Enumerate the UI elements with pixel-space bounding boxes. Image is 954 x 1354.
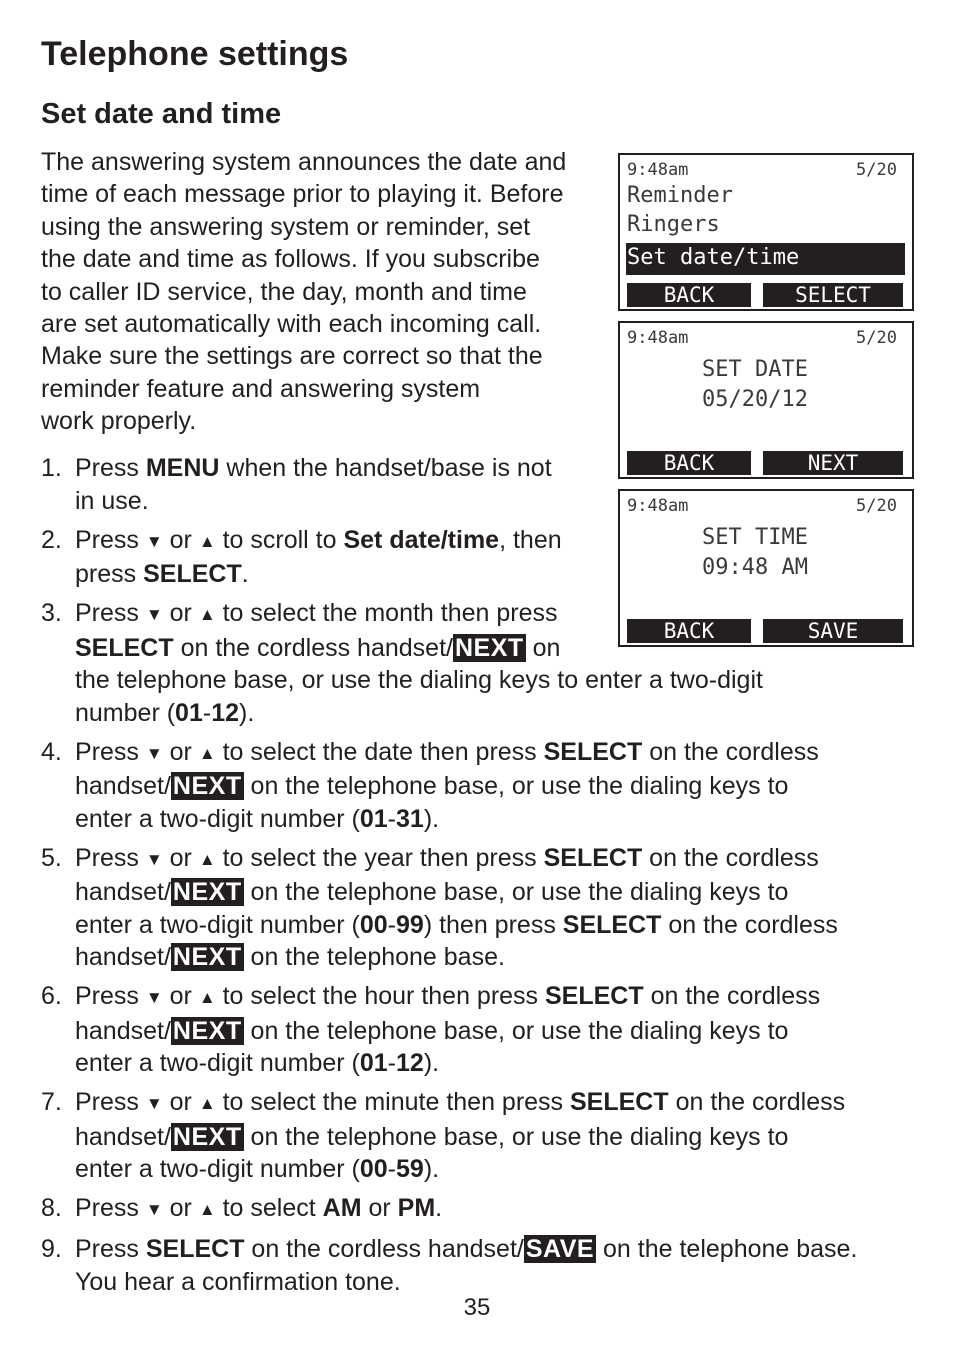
status-bar [627,328,897,348]
step-line [75,558,921,591]
step-text: on the telephone base, or use the dialing keys to [243,1016,789,1045]
bold-term: SELECT [562,910,662,939]
down-arrow-icon: ▼ [145,1200,163,1219]
down-arrow-icon: ▼ [145,605,163,624]
bold-term: 00 [359,1155,388,1183]
status-date: 5/20 [856,160,897,180]
step-text: . [435,1194,443,1222]
step-line [75,485,921,518]
step-text: Press [75,737,146,766]
up-arrow-icon: ▲ [198,605,216,624]
bold-term: 31 [396,804,424,833]
step-number: 4. [41,737,62,766]
step-text: on the telephone base, or use the dialing keys to [243,1122,789,1151]
bold-term: SELECT [570,1088,669,1116]
step-line [75,1192,921,1227]
bold-term: SELECT [543,843,643,872]
steps-list [41,452,921,1305]
step-item [41,1233,921,1298]
step-line [75,1086,921,1121]
softkey-select: SELECT [763,283,903,307]
step-text: in use. [75,486,149,515]
step-item [41,980,921,1080]
step-line [75,941,921,974]
bold-term: SELECT [75,633,174,662]
intro-line: time of each message prior to playing it. Before [41,180,564,209]
step-text: enter a two-digit number ( [75,1155,360,1183]
bold-term: SELECT [145,1235,245,1263]
step-text: handset/ [75,878,171,906]
screen-line: Ringers [627,212,720,237]
step-text: or [361,1194,398,1222]
up-arrow-icon: ▲ [198,988,216,1007]
step-number: 9. [41,1235,62,1263]
step-text: Press [75,982,146,1010]
softkey-label: NEXT [172,1016,242,1045]
down-arrow-icon: ▼ [145,743,163,763]
step-line [75,1233,921,1266]
bold-term: 01 [175,698,203,727]
step-text: on the cordless handset/ [173,633,453,662]
status-date: 5/20 [856,328,897,348]
step-text: on the cordless [642,737,819,766]
intro-line: to caller ID service, the day, month and time [41,277,527,306]
step-line [75,597,921,632]
step-item [41,524,921,591]
step-text: or [162,599,199,627]
step-text: to select the year then press [215,843,544,872]
step-text: or [162,525,199,554]
screen-line: 09:48 AM [702,555,808,580]
step-text: enter a two-digit number ( [75,1049,360,1077]
down-arrow-icon: ▼ [145,531,163,551]
step-line [75,909,921,942]
step-line [75,736,921,771]
softkey-label: NEXT [172,943,242,971]
up-arrow-icon: ▲ [198,849,216,869]
step-item [41,597,921,729]
step-line [75,1121,921,1154]
step-line [75,1047,921,1080]
step-text: - [387,1049,396,1077]
softkey-next: NEXT [763,451,903,475]
status-time: 9:48am [627,496,689,516]
step-text: enter a two-digit number ( [75,910,360,939]
screen-highlighted-item: Set date/time [626,243,905,275]
step-text: ). [423,1155,440,1183]
step-item [41,1086,921,1186]
step-line [75,980,921,1015]
step-text: - [387,1155,396,1183]
bold-term: AM [322,1194,362,1222]
step-text: or [162,982,199,1010]
softkey-label: NEXT [172,878,242,906]
intro-line: Make sure the settings are correct so that the [41,342,543,371]
page-number: 35 [463,1294,491,1321]
bold-term: SELECT [545,982,644,1010]
step-text: or [162,843,199,872]
step-text: Press [75,525,146,554]
step-text: ). [423,1049,440,1077]
step-text: the telephone base, or use the dialing keys to enter a two-digit [75,666,763,694]
step-text: Press [75,454,146,482]
step-text: - [202,698,212,727]
bold-term: 12 [211,698,239,727]
bold-term: 01 [359,1049,388,1077]
step-text: . [241,560,249,588]
bold-term: SELECT [543,737,643,766]
step-item [41,736,921,836]
intro-line: are set automatically with each incoming call. [41,310,542,339]
step-text: to scroll to [215,525,344,554]
step-text: number ( [75,698,176,727]
step-number: 5. [41,843,62,872]
bold-term: 01 [359,804,388,833]
bold-term: Set date/time [343,525,500,554]
step-text: handset/ [75,943,171,971]
step-item [41,452,921,517]
step-text: or [162,737,199,766]
screen-line: SET DATE [702,357,808,382]
step-number: 1. [41,454,62,482]
step-text: on the cordless [642,843,819,872]
status-time: 9:48am [627,328,689,348]
step-line [75,1153,921,1186]
softkey-label: NEXT [172,1122,242,1151]
step-text: , then [499,525,562,554]
step-text: or [162,1194,199,1222]
softkey-label: SAVE [525,1235,595,1263]
bold-term: PM [397,1194,436,1222]
bold-term: 99 [396,910,424,939]
step-text: to select [215,1194,323,1222]
intro-line: The answering system announces the date and [41,148,567,176]
step-line [75,842,921,877]
step-number: 8. [41,1194,62,1222]
step-text: on the telephone base. [596,1235,858,1263]
step-text: Press [75,1088,146,1116]
step-line [75,876,921,909]
step-text: on the cordless [643,982,821,1010]
section-heading: Set date and time [41,98,282,130]
softkey-back: BACK [627,451,751,475]
bold-term: SELECT [143,560,242,588]
screen-line: 05/20/12 [702,387,808,412]
intro-paragraph [41,146,611,438]
step-text: Press [75,1194,146,1222]
step-text: to select the hour then press [215,982,545,1010]
step-text: on the cordless [661,910,838,939]
step-number: 2. [41,525,62,554]
bold-term: 00 [359,910,388,939]
step-text: Press [75,843,146,872]
step-text: Press [75,599,146,627]
step-number: 7. [41,1088,62,1116]
step-text: handset/ [75,1122,171,1151]
screen-line: Reminder [627,183,733,208]
step-text: enter a two-digit number ( [75,804,360,833]
screen-line: SET TIME [702,525,808,550]
step-number: 6. [41,982,62,1010]
softkey-label: NEXT [454,633,524,662]
softkey-back: BACK [627,283,751,307]
step-text: handset/ [75,772,171,800]
step-text: on the telephone base, or use the dialing keys to [243,878,789,906]
step-number: 3. [41,599,62,627]
step-line [75,452,921,485]
softkey-save: SAVE [763,619,903,643]
step-line [75,697,921,730]
step-text: or [162,1088,199,1116]
bold-term: MENU [145,454,220,482]
intro-line: using the answering system or reminder, set [41,212,531,241]
step-text: on the cordless handset/ [244,1235,524,1263]
down-arrow-icon: ▼ [145,988,163,1007]
step-text: when the handset/base is not [219,454,552,482]
up-arrow-icon: ▲ [198,1200,216,1219]
softkey-label: NEXT [172,772,242,800]
intro-line: reminder feature and answering system [41,374,481,403]
step-text: press [75,560,144,588]
step-line [75,770,921,803]
step-line [75,664,921,697]
lcd-screen [618,153,914,311]
step-text: You hear a confirmation tone. [75,1267,401,1296]
step-line [75,803,921,836]
up-arrow-icon: ▲ [198,531,216,551]
intro-line: work properly. [41,407,197,436]
step-text: - [387,910,396,939]
down-arrow-icon: ▼ [145,1094,163,1113]
status-bar [627,160,897,180]
step-text: ) then press [423,910,563,939]
step-text: - [387,804,396,833]
status-date: 5/20 [856,496,897,516]
step-text: on the telephone base, or use the dialing keys to [243,772,789,800]
up-arrow-icon: ▲ [198,1094,216,1113]
step-line [75,524,921,559]
step-line [75,632,921,665]
step-text: to select the month then press [215,599,558,627]
step-text: on the telephone base. [243,943,505,971]
step-item [41,1192,921,1227]
step-text: on [525,633,561,662]
step-line [75,1015,921,1048]
step-text: ). [423,804,440,833]
step-item [41,842,921,974]
page-title: Telephone settings [41,35,349,73]
softkey-back: BACK [627,619,751,643]
step-text: on the cordless [668,1088,846,1116]
down-arrow-icon: ▼ [145,849,163,869]
intro-line: the date and time as follows. If you subscribe [41,245,540,274]
step-text: Press [75,1235,146,1263]
bold-term: 59 [396,1155,424,1183]
status-time: 9:48am [627,160,689,180]
step-text: to select the minute then press [215,1088,570,1116]
step-text: handset/ [75,1016,171,1045]
up-arrow-icon: ▲ [198,743,216,763]
step-text: ). [239,698,255,727]
bold-term: 12 [396,1049,424,1077]
step-text: to select the date then press [215,737,544,766]
